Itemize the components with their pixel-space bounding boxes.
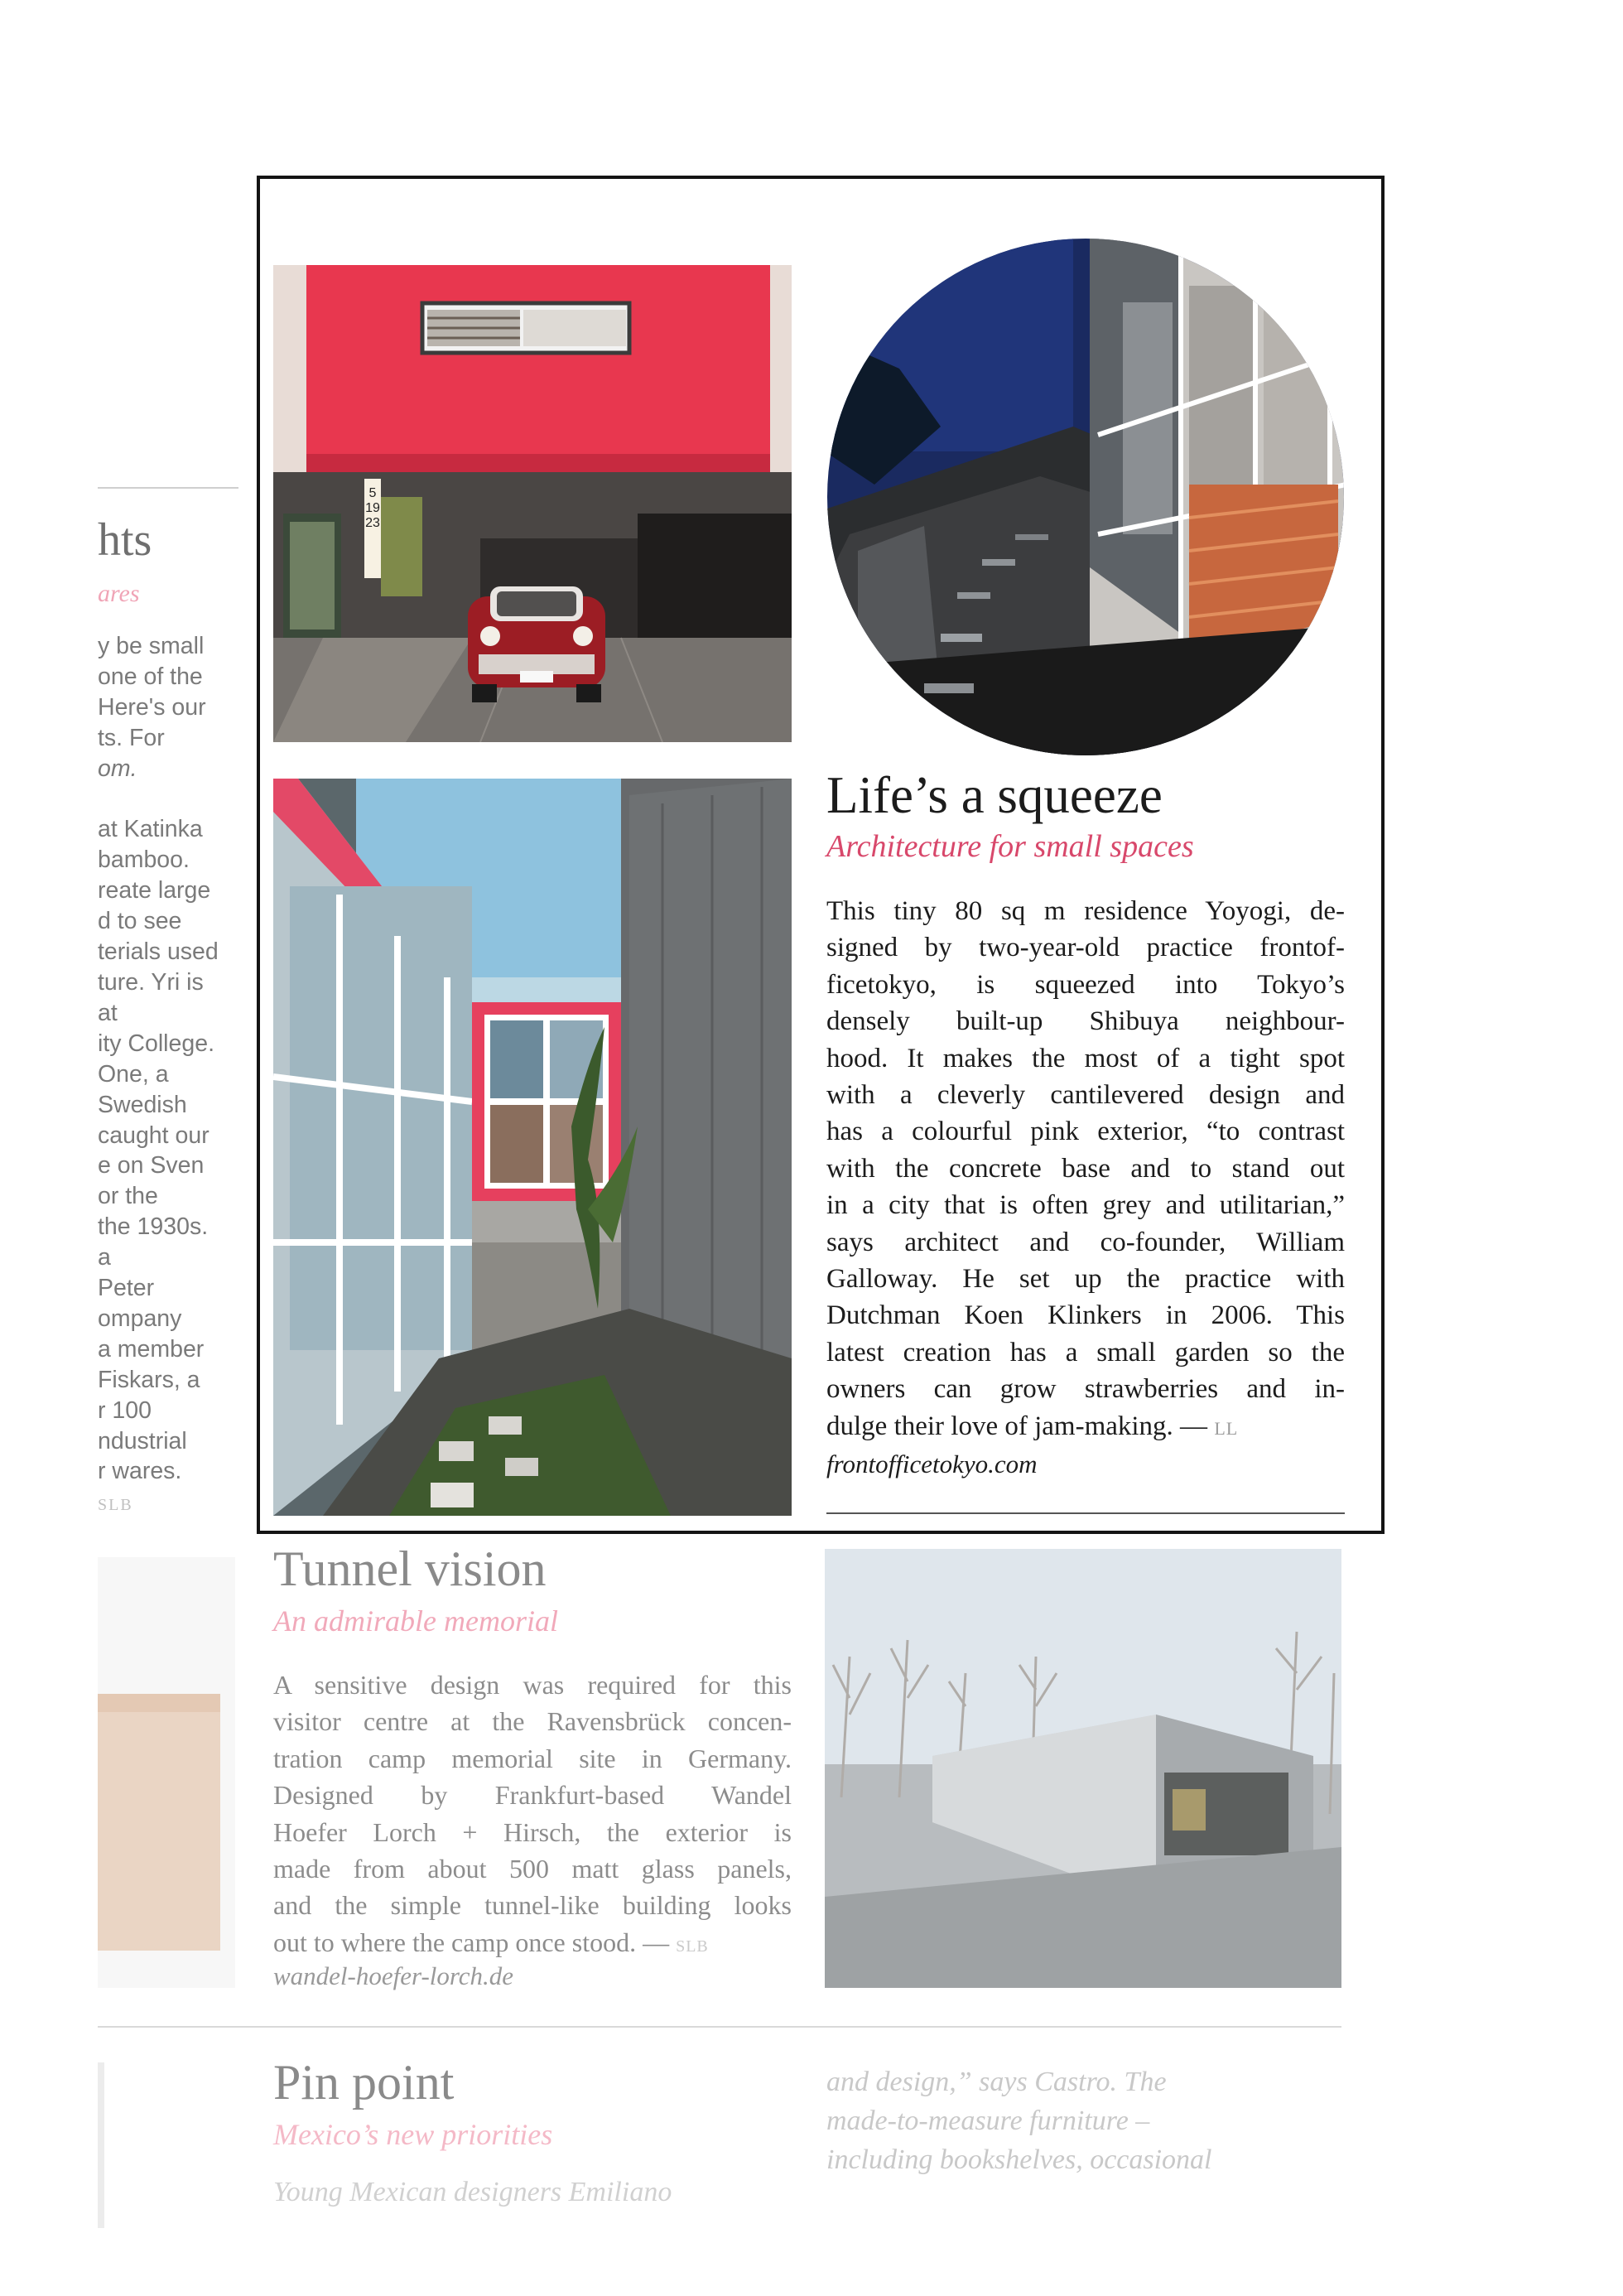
body-line: with the concrete base and to stand out bbox=[826, 1153, 1345, 1184]
body-line: has a colourful pink exterior, “to contrast bbox=[826, 1117, 1345, 1147]
body-line: with a cleverly cantilevered design and bbox=[826, 1080, 1345, 1111]
house-number-19: 19 bbox=[365, 501, 380, 515]
featured-article-subtitle: Architecture for small spaces bbox=[826, 829, 1194, 864]
body-line: latest creation has a small garden so the bbox=[826, 1337, 1345, 1367]
tunnel-body-line: visitor centre at the Ravensbrück concen- bbox=[273, 1706, 792, 1737]
wooden-box-top-edge bbox=[98, 1694, 220, 1712]
left-body-line bbox=[98, 784, 247, 815]
body-line: Dutchman Koen Klinkers in 2006. This bbox=[826, 1300, 1345, 1331]
left-body-line: r 100 bbox=[98, 1396, 152, 1424]
left-body-line: a bbox=[98, 1244, 111, 1271]
body-line: in a city that is often grey and utilitarian,” bbox=[826, 1190, 1345, 1221]
left-body-line: Swedish bbox=[98, 1091, 187, 1118]
stairs-illustration bbox=[825, 236, 1346, 758]
tunnel-last-line-text: out to where the camp once stood. — bbox=[273, 1927, 677, 1957]
body-line: owners can grow strawberries and in- bbox=[826, 1374, 1345, 1405]
tunnel-article-subtitle: An admirable memorial bbox=[273, 1604, 558, 1638]
left-body-line: One, a bbox=[98, 1060, 169, 1088]
left-body-line: at bbox=[98, 999, 118, 1026]
article-bottom-rule bbox=[826, 1512, 1345, 1514]
left-article-subheading: ares bbox=[98, 580, 140, 607]
tunnel-body-line: made from about 500 matt glass panels, bbox=[273, 1854, 792, 1884]
left-body-line: terials used bbox=[98, 938, 219, 966]
left-body-line: r wares. bbox=[98, 1458, 182, 1485]
website-link[interactable]: frontofficetokyo.com bbox=[826, 1449, 1038, 1478]
tunnel-body-line: Designed by Frankfurt-based Wandel bbox=[273, 1780, 792, 1811]
left-margin-shadow bbox=[98, 2062, 104, 2228]
left-body-line: or the bbox=[98, 1183, 158, 1210]
left-body-line: caught our bbox=[98, 1121, 209, 1149]
featured-article-title: Life’s a squeeze bbox=[826, 766, 1163, 824]
tunnel-body-line: A sensitive design was required for this bbox=[273, 1670, 792, 1700]
body-line: hood. It makes the most of a tight spot bbox=[826, 1043, 1345, 1073]
tunnel-body-last-line bbox=[273, 1924, 792, 1965]
left-body-line: a member bbox=[98, 1335, 205, 1363]
tunnel-website-link[interactable]: wandel-hoefer-lorch.de bbox=[273, 1961, 514, 1990]
pin-article-title: Pin point bbox=[273, 2055, 455, 2110]
tunnel-body-line: Hoefer Lorch + Hirsch, the exterior is bbox=[273, 1816, 792, 1847]
stairs-circle-photo bbox=[825, 236, 1346, 758]
left-body-line: Here's our bbox=[98, 693, 206, 721]
left-body-line: at Katinka bbox=[98, 816, 203, 843]
tunnel-body-line: tration camp memorial site in Germany. bbox=[273, 1743, 792, 1773]
body-line: says architect and co-founder, William bbox=[826, 1227, 1345, 1257]
body-last-line bbox=[826, 1408, 1345, 1447]
courtyard-photo bbox=[273, 779, 792, 1516]
left-body-line: ture. Yri is bbox=[98, 968, 204, 996]
pink-house-illustration bbox=[273, 265, 792, 742]
house-number-5: 5 bbox=[368, 486, 377, 500]
left-column-rule bbox=[98, 487, 238, 489]
left-body-line: ndustrial bbox=[98, 1427, 187, 1454]
left-body-line: e on Sven bbox=[98, 1152, 205, 1179]
pin-article-right-column bbox=[826, 2062, 1212, 2179]
left-body-line: Fiskars, a bbox=[98, 1366, 200, 1393]
left-body-line: y be small bbox=[98, 633, 205, 659]
author-initials: LL bbox=[1214, 1417, 1239, 1439]
wooden-box-image bbox=[98, 1694, 220, 1951]
left-body-line: ts. For bbox=[98, 724, 165, 751]
courtyard-illustration bbox=[273, 779, 792, 1516]
pin-right-line: including bookshelves, occasional bbox=[826, 2144, 1212, 2175]
memorial-illustration bbox=[825, 1549, 1341, 1988]
left-body-line: Peter bbox=[98, 1275, 155, 1302]
pin-right-line: and design,” says Castro. The bbox=[826, 2067, 1167, 2097]
body-line: ficetokyo, is squeezed into Tokyo’s bbox=[826, 969, 1345, 1000]
left-body-line: ity College. bbox=[98, 1030, 214, 1057]
featured-article-body bbox=[826, 893, 1345, 1447]
memorial-building-photo bbox=[825, 1549, 1341, 1988]
body-line: densely built-up Shibuya neighbour- bbox=[826, 1006, 1345, 1037]
left-body-line: one of the bbox=[98, 663, 203, 690]
tunnel-article-title: Tunnel vision bbox=[273, 1541, 547, 1596]
left-article-signature: SLB bbox=[98, 1496, 133, 1514]
section-divider-rule bbox=[98, 2026, 1341, 2028]
body-line: Galloway. He set up the practice with bbox=[826, 1264, 1345, 1295]
left-body-line: om. bbox=[98, 755, 137, 782]
left-body-line: ompany bbox=[98, 1305, 182, 1332]
left-body-line: d to see bbox=[98, 908, 182, 935]
left-body-line: bamboo. bbox=[98, 847, 190, 874]
pin-right-line: made-to-measure furniture – bbox=[826, 2105, 1150, 2136]
body-line: This tiny 80 sq m residence Yoyogi, de- bbox=[826, 896, 1345, 926]
left-article-body bbox=[98, 631, 247, 1487]
tunnel-body-line: and the simple tunnel-like building looks bbox=[273, 1890, 792, 1921]
pin-article-subtitle: Mexico’s new priorities bbox=[273, 2118, 553, 2151]
tunnel-author-initials: SLB bbox=[676, 1937, 709, 1956]
pink-house-photo bbox=[273, 265, 792, 742]
house-number-23: 23 bbox=[365, 516, 380, 530]
left-body-line: reate large bbox=[98, 877, 211, 904]
body-last-line-text: dulge their love of jam-making. — bbox=[826, 1411, 1215, 1441]
body-line: signed by two-year-old practice frontof- bbox=[826, 933, 1345, 963]
left-body-line: the 1930s. bbox=[98, 1213, 209, 1241]
tunnel-article-body bbox=[273, 1667, 792, 1965]
left-article-heading: hts bbox=[98, 514, 152, 566]
pin-article-body-start: Young Mexican designers Emiliano bbox=[273, 2177, 672, 2207]
